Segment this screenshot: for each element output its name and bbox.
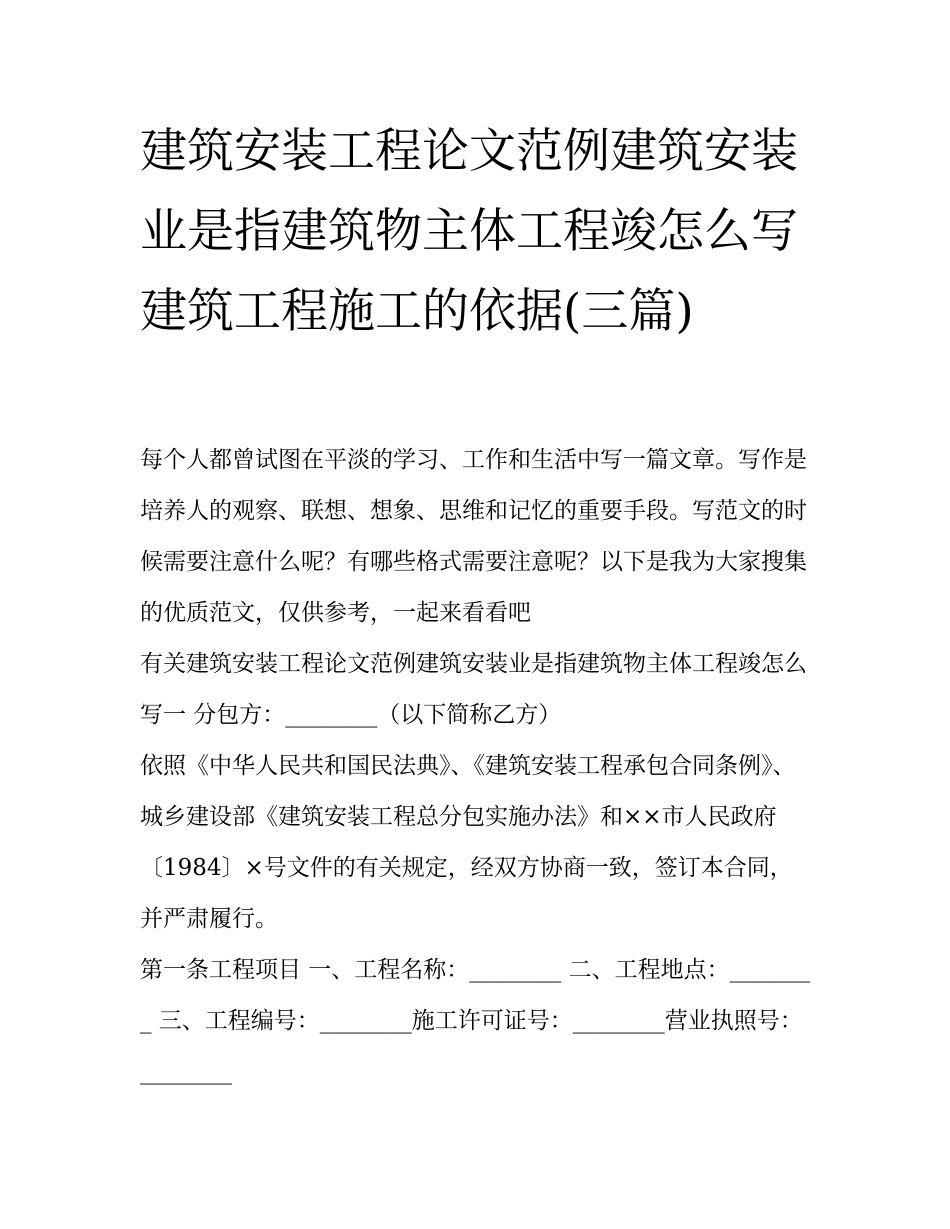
document-body — [140, 435, 812, 1098]
intro-paragraph: 每个人都曾试图在平淡的学习、工作和生活中写一篇文章。写作是培养人的观察、联想、想象、思维和记忆的重要手段。写范文的时候需要注意什么呢？有哪些格式需要注意呢？以下是我为大家搜集的优质范文，仅供参考，一起来看看吧 — [140, 447, 807, 626]
legal-basis-paragraph: 依照《中华人民共和国民法典》、《建筑安装工程承包合同条例》、城乡建设部《建筑安装工程总分包实施办法》和××市人民政府〔1984〕×号文件的有关规定，经双方协商一致，签订本合同，并严肃履行。 — [140, 753, 796, 932]
subcontractor-paragraph: 有关建筑安装工程论文范例建筑安装业是指建筑物主体工程竣怎么写一 分包方：________（以下简称乙方） — [140, 651, 807, 728]
document-title: 建筑安装工程论文范例建筑安装业是指建筑物主体工程竣怎么写 建筑工程施工的依据(三篇) — [140, 124, 798, 339]
project-info-paragraph: 第一条工程项目 一、工程名称：________ 二、工程地点：________ 三、工程编号：________施工许可证号：________营业执照号：________ — [140, 957, 811, 1085]
